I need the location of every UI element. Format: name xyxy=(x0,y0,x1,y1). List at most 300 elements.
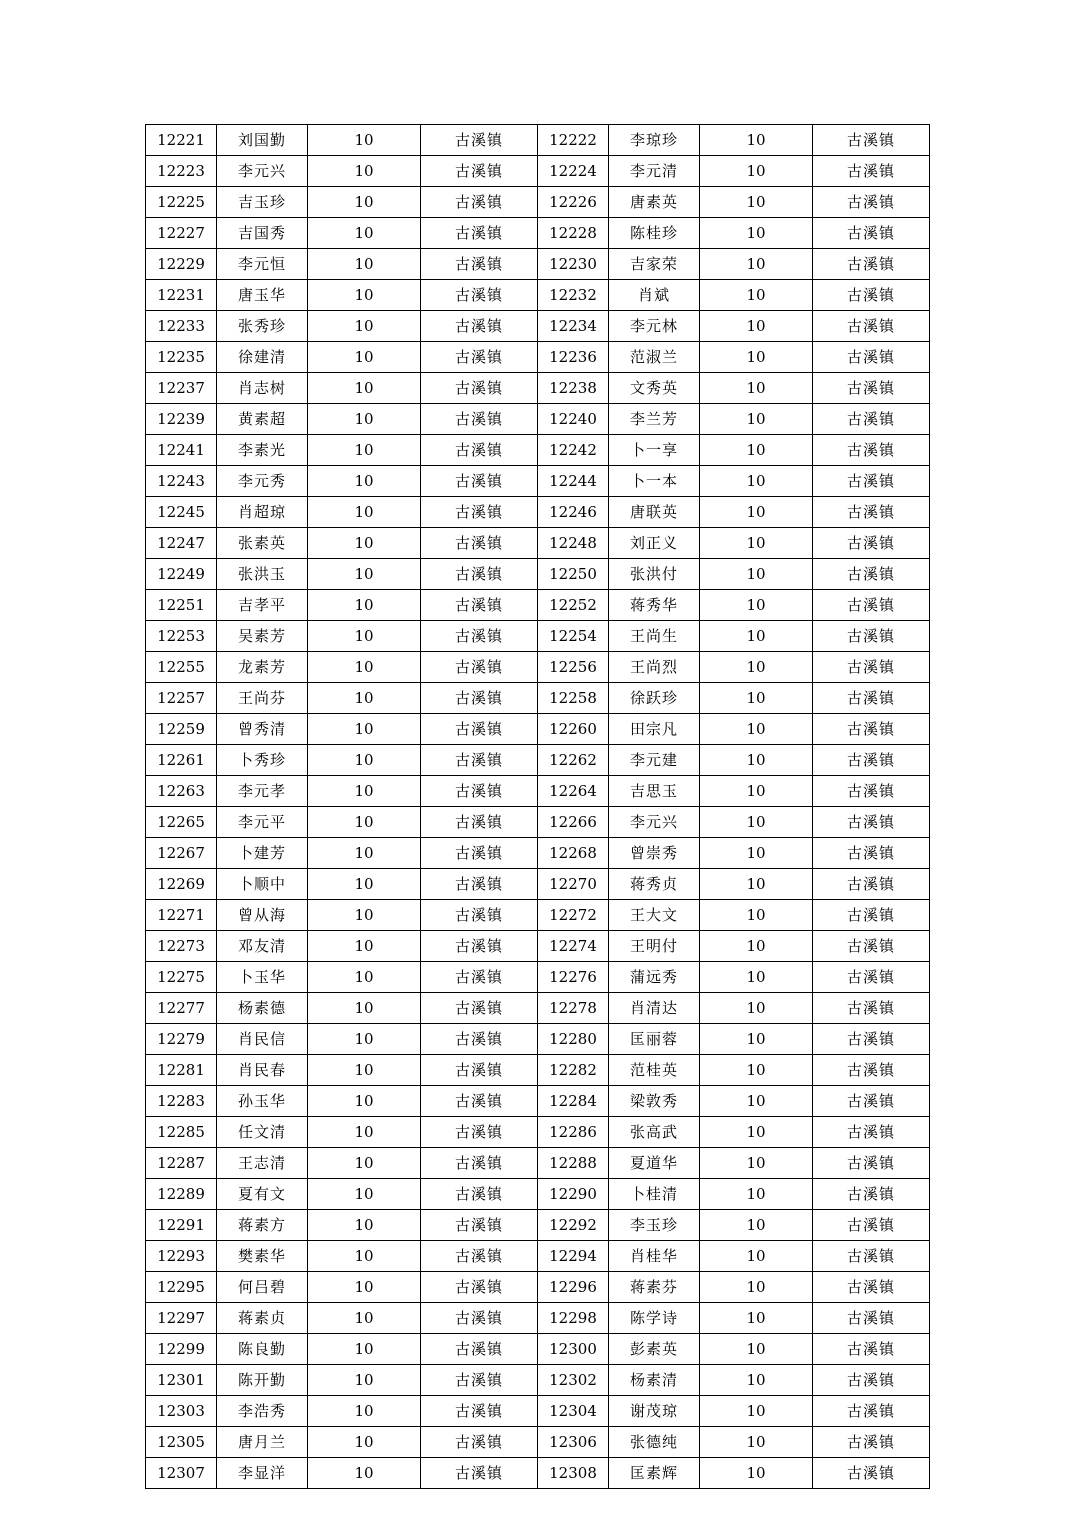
cell-name: 李元秀 xyxy=(217,466,308,497)
cell-town: 古溪镇 xyxy=(421,528,538,559)
cell-town: 古溪镇 xyxy=(813,1117,930,1148)
cell-town: 古溪镇 xyxy=(813,714,930,745)
cell-name: 龙素芳 xyxy=(217,652,308,683)
cell-town: 古溪镇 xyxy=(813,218,930,249)
cell-name: 唐月兰 xyxy=(217,1427,308,1458)
table-row xyxy=(146,1334,930,1365)
cell-id: 12287 xyxy=(146,1148,217,1179)
cell-town: 古溪镇 xyxy=(421,1241,538,1272)
cell-name: 吴素芳 xyxy=(217,621,308,652)
cell-amount: 10 xyxy=(308,249,421,280)
cell-amount: 10 xyxy=(700,652,813,683)
cell-town: 古溪镇 xyxy=(813,1055,930,1086)
cell-name: 吉思玉 xyxy=(609,776,700,807)
table-row xyxy=(146,1427,930,1458)
cell-town: 古溪镇 xyxy=(421,373,538,404)
cell-name: 徐建清 xyxy=(217,342,308,373)
cell-amount: 10 xyxy=(308,1272,421,1303)
table-row xyxy=(146,280,930,311)
cell-amount: 10 xyxy=(700,311,813,342)
table-row xyxy=(146,993,930,1024)
cell-name: 肖民信 xyxy=(217,1024,308,1055)
cell-amount: 10 xyxy=(308,280,421,311)
cell-name: 田宗凡 xyxy=(609,714,700,745)
table-row xyxy=(146,156,930,187)
cell-town: 古溪镇 xyxy=(813,1148,930,1179)
cell-id: 12305 xyxy=(146,1427,217,1458)
cell-name: 吉玉珍 xyxy=(217,187,308,218)
cell-amount: 10 xyxy=(308,1365,421,1396)
cell-id: 12235 xyxy=(146,342,217,373)
cell-town: 古溪镇 xyxy=(421,125,538,156)
cell-id: 12228 xyxy=(538,218,609,249)
cell-id: 12233 xyxy=(146,311,217,342)
cell-town: 古溪镇 xyxy=(421,1427,538,1458)
cell-id: 12267 xyxy=(146,838,217,869)
cell-town: 古溪镇 xyxy=(421,1117,538,1148)
cell-amount: 10 xyxy=(700,1427,813,1458)
cell-name: 蒋秀华 xyxy=(609,590,700,621)
table-row xyxy=(146,1365,930,1396)
cell-name: 范淑兰 xyxy=(609,342,700,373)
cell-id: 12239 xyxy=(146,404,217,435)
cell-town: 古溪镇 xyxy=(421,590,538,621)
cell-amount: 10 xyxy=(308,404,421,435)
cell-id: 12281 xyxy=(146,1055,217,1086)
cell-id: 12264 xyxy=(538,776,609,807)
cell-amount: 10 xyxy=(308,1055,421,1086)
cell-name: 李兰芳 xyxy=(609,404,700,435)
cell-id: 12265 xyxy=(146,807,217,838)
table-row xyxy=(146,404,930,435)
table-row xyxy=(146,776,930,807)
cell-town: 古溪镇 xyxy=(813,466,930,497)
cell-amount: 10 xyxy=(700,869,813,900)
roster-table-body xyxy=(146,125,930,1489)
cell-town: 古溪镇 xyxy=(813,435,930,466)
cell-name: 蒋素贞 xyxy=(217,1303,308,1334)
cell-id: 12248 xyxy=(538,528,609,559)
cell-amount: 10 xyxy=(308,807,421,838)
cell-amount: 10 xyxy=(308,311,421,342)
cell-id: 12292 xyxy=(538,1210,609,1241)
cell-name: 陈良勤 xyxy=(217,1334,308,1365)
table-row xyxy=(146,373,930,404)
cell-amount: 10 xyxy=(700,1055,813,1086)
cell-name: 肖桂华 xyxy=(609,1241,700,1272)
cell-name: 李素光 xyxy=(217,435,308,466)
cell-id: 12308 xyxy=(538,1458,609,1489)
cell-amount: 10 xyxy=(700,1117,813,1148)
cell-id: 12236 xyxy=(538,342,609,373)
table-row xyxy=(146,249,930,280)
cell-amount: 10 xyxy=(308,1117,421,1148)
cell-town: 古溪镇 xyxy=(813,962,930,993)
cell-town: 古溪镇 xyxy=(421,466,538,497)
table-row xyxy=(146,1179,930,1210)
cell-town: 古溪镇 xyxy=(421,745,538,776)
cell-amount: 10 xyxy=(308,1396,421,1427)
cell-town: 古溪镇 xyxy=(421,869,538,900)
cell-amount: 10 xyxy=(308,621,421,652)
cell-name: 唐玉华 xyxy=(217,280,308,311)
cell-id: 12238 xyxy=(538,373,609,404)
cell-amount: 10 xyxy=(308,993,421,1024)
cell-id: 12232 xyxy=(538,280,609,311)
cell-name: 刘国勤 xyxy=(217,125,308,156)
cell-name: 范桂英 xyxy=(609,1055,700,1086)
cell-name: 杨素清 xyxy=(609,1365,700,1396)
cell-name: 梁敦秀 xyxy=(609,1086,700,1117)
cell-id: 12250 xyxy=(538,559,609,590)
cell-amount: 10 xyxy=(700,435,813,466)
cell-amount: 10 xyxy=(308,435,421,466)
cell-amount: 10 xyxy=(308,900,421,931)
cell-town: 古溪镇 xyxy=(813,807,930,838)
cell-town: 古溪镇 xyxy=(421,1086,538,1117)
cell-amount: 10 xyxy=(308,342,421,373)
cell-id: 12300 xyxy=(538,1334,609,1365)
cell-name: 卜秀珍 xyxy=(217,745,308,776)
table-row xyxy=(146,1148,930,1179)
cell-town: 古溪镇 xyxy=(813,342,930,373)
cell-town: 古溪镇 xyxy=(813,776,930,807)
cell-name: 王尚生 xyxy=(609,621,700,652)
cell-amount: 10 xyxy=(308,714,421,745)
cell-amount: 10 xyxy=(308,1303,421,1334)
cell-town: 古溪镇 xyxy=(813,1210,930,1241)
cell-id: 12249 xyxy=(146,559,217,590)
cell-id: 12306 xyxy=(538,1427,609,1458)
cell-name: 陈开勤 xyxy=(217,1365,308,1396)
cell-name: 吉孝平 xyxy=(217,590,308,621)
cell-amount: 10 xyxy=(700,714,813,745)
cell-id: 12229 xyxy=(146,249,217,280)
cell-name: 唐素英 xyxy=(609,187,700,218)
cell-town: 古溪镇 xyxy=(813,156,930,187)
cell-town: 古溪镇 xyxy=(813,1086,930,1117)
cell-town: 古溪镇 xyxy=(813,1458,930,1489)
table-row xyxy=(146,311,930,342)
cell-amount: 10 xyxy=(700,1396,813,1427)
cell-town: 古溪镇 xyxy=(813,187,930,218)
cell-id: 12259 xyxy=(146,714,217,745)
cell-amount: 10 xyxy=(308,1427,421,1458)
cell-amount: 10 xyxy=(700,1303,813,1334)
cell-amount: 10 xyxy=(700,900,813,931)
cell-amount: 10 xyxy=(308,683,421,714)
cell-id: 12244 xyxy=(538,466,609,497)
cell-id: 12279 xyxy=(146,1024,217,1055)
cell-amount: 10 xyxy=(700,1272,813,1303)
cell-town: 古溪镇 xyxy=(421,652,538,683)
cell-id: 12247 xyxy=(146,528,217,559)
cell-amount: 10 xyxy=(700,807,813,838)
cell-name: 张素英 xyxy=(217,528,308,559)
cell-town: 古溪镇 xyxy=(813,528,930,559)
cell-amount: 10 xyxy=(700,931,813,962)
cell-town: 古溪镇 xyxy=(813,652,930,683)
cell-id: 12227 xyxy=(146,218,217,249)
cell-name: 李元清 xyxy=(609,156,700,187)
cell-id: 12298 xyxy=(538,1303,609,1334)
cell-amount: 10 xyxy=(700,1086,813,1117)
cell-name: 何吕碧 xyxy=(217,1272,308,1303)
cell-amount: 10 xyxy=(308,590,421,621)
cell-town: 古溪镇 xyxy=(813,497,930,528)
cell-name: 夏道华 xyxy=(609,1148,700,1179)
cell-town: 古溪镇 xyxy=(421,993,538,1024)
cell-town: 古溪镇 xyxy=(813,1396,930,1427)
cell-id: 12245 xyxy=(146,497,217,528)
beneficiary-roster-table xyxy=(145,124,930,1489)
cell-name: 曾崇秀 xyxy=(609,838,700,869)
cell-town: 古溪镇 xyxy=(421,1365,538,1396)
cell-name: 任文清 xyxy=(217,1117,308,1148)
cell-town: 古溪镇 xyxy=(421,497,538,528)
cell-town: 古溪镇 xyxy=(813,900,930,931)
table-row xyxy=(146,218,930,249)
table-row xyxy=(146,1396,930,1427)
cell-name: 王志清 xyxy=(217,1148,308,1179)
cell-name: 李元平 xyxy=(217,807,308,838)
table-row xyxy=(146,342,930,373)
cell-id: 12270 xyxy=(538,869,609,900)
cell-amount: 10 xyxy=(700,528,813,559)
table-row xyxy=(146,714,930,745)
cell-id: 12222 xyxy=(538,125,609,156)
cell-id: 12304 xyxy=(538,1396,609,1427)
cell-amount: 10 xyxy=(700,1024,813,1055)
cell-id: 12288 xyxy=(538,1148,609,1179)
cell-town: 古溪镇 xyxy=(421,249,538,280)
cell-id: 12280 xyxy=(538,1024,609,1055)
cell-name: 肖超琼 xyxy=(217,497,308,528)
cell-name: 张洪玉 xyxy=(217,559,308,590)
cell-town: 古溪镇 xyxy=(421,807,538,838)
cell-id: 12241 xyxy=(146,435,217,466)
table-row xyxy=(146,745,930,776)
cell-amount: 10 xyxy=(308,1241,421,1272)
cell-town: 古溪镇 xyxy=(813,745,930,776)
cell-id: 12277 xyxy=(146,993,217,1024)
cell-town: 古溪镇 xyxy=(421,1396,538,1427)
cell-amount: 10 xyxy=(308,187,421,218)
table-row xyxy=(146,1241,930,1272)
cell-name: 邓友清 xyxy=(217,931,308,962)
cell-name: 肖志树 xyxy=(217,373,308,404)
cell-town: 古溪镇 xyxy=(813,869,930,900)
table-row xyxy=(146,869,930,900)
cell-town: 古溪镇 xyxy=(813,311,930,342)
cell-name: 卜玉华 xyxy=(217,962,308,993)
cell-town: 古溪镇 xyxy=(421,776,538,807)
cell-name: 蒋素芬 xyxy=(609,1272,700,1303)
cell-amount: 10 xyxy=(700,1365,813,1396)
cell-id: 12273 xyxy=(146,931,217,962)
cell-id: 12242 xyxy=(538,435,609,466)
cell-town: 古溪镇 xyxy=(421,838,538,869)
cell-amount: 10 xyxy=(700,497,813,528)
cell-town: 古溪镇 xyxy=(421,156,538,187)
cell-id: 12274 xyxy=(538,931,609,962)
cell-name: 李浩秀 xyxy=(217,1396,308,1427)
cell-id: 12266 xyxy=(538,807,609,838)
cell-amount: 10 xyxy=(700,1458,813,1489)
cell-amount: 10 xyxy=(700,156,813,187)
cell-amount: 10 xyxy=(700,1334,813,1365)
table-row xyxy=(146,497,930,528)
cell-town: 古溪镇 xyxy=(421,311,538,342)
cell-town: 古溪镇 xyxy=(421,962,538,993)
cell-town: 古溪镇 xyxy=(813,590,930,621)
cell-town: 古溪镇 xyxy=(421,900,538,931)
cell-amount: 10 xyxy=(308,1334,421,1365)
cell-town: 古溪镇 xyxy=(421,187,538,218)
table-row xyxy=(146,1303,930,1334)
cell-name: 曾从海 xyxy=(217,900,308,931)
cell-amount: 10 xyxy=(308,1024,421,1055)
cell-amount: 10 xyxy=(700,1148,813,1179)
cell-town: 古溪镇 xyxy=(813,1272,930,1303)
cell-amount: 10 xyxy=(308,1148,421,1179)
cell-name: 李元林 xyxy=(609,311,700,342)
cell-id: 12268 xyxy=(538,838,609,869)
cell-town: 古溪镇 xyxy=(813,559,930,590)
cell-name: 李元孝 xyxy=(217,776,308,807)
cell-amount: 10 xyxy=(700,404,813,435)
table-row xyxy=(146,1117,930,1148)
cell-id: 12290 xyxy=(538,1179,609,1210)
cell-amount: 10 xyxy=(700,590,813,621)
table-row xyxy=(146,187,930,218)
cell-town: 古溪镇 xyxy=(421,1179,538,1210)
table-row xyxy=(146,931,930,962)
cell-name: 陈学诗 xyxy=(609,1303,700,1334)
cell-name: 孙玉华 xyxy=(217,1086,308,1117)
table-row xyxy=(146,1086,930,1117)
cell-town: 古溪镇 xyxy=(421,931,538,962)
cell-name: 匡丽蓉 xyxy=(609,1024,700,1055)
cell-id: 12293 xyxy=(146,1241,217,1272)
table-row xyxy=(146,1024,930,1055)
cell-id: 12256 xyxy=(538,652,609,683)
cell-amount: 10 xyxy=(700,683,813,714)
cell-id: 12286 xyxy=(538,1117,609,1148)
cell-name: 卜建芳 xyxy=(217,838,308,869)
cell-amount: 10 xyxy=(700,993,813,1024)
cell-name: 王大文 xyxy=(609,900,700,931)
cell-amount: 10 xyxy=(700,621,813,652)
cell-id: 12255 xyxy=(146,652,217,683)
cell-id: 12230 xyxy=(538,249,609,280)
cell-name: 夏有文 xyxy=(217,1179,308,1210)
cell-amount: 10 xyxy=(308,373,421,404)
cell-name: 吉国秀 xyxy=(217,218,308,249)
cell-town: 古溪镇 xyxy=(813,1024,930,1055)
cell-town: 古溪镇 xyxy=(813,838,930,869)
cell-name: 卜桂清 xyxy=(609,1179,700,1210)
cell-name: 李元建 xyxy=(609,745,700,776)
cell-amount: 10 xyxy=(700,187,813,218)
cell-name: 徐跃珍 xyxy=(609,683,700,714)
cell-amount: 10 xyxy=(700,559,813,590)
table-row xyxy=(146,559,930,590)
cell-amount: 10 xyxy=(308,528,421,559)
cell-town: 古溪镇 xyxy=(813,683,930,714)
cell-town: 古溪镇 xyxy=(813,404,930,435)
cell-id: 12307 xyxy=(146,1458,217,1489)
cell-amount: 10 xyxy=(308,745,421,776)
cell-amount: 10 xyxy=(308,869,421,900)
cell-name: 李琼珍 xyxy=(609,125,700,156)
table-row xyxy=(146,900,930,931)
cell-town: 古溪镇 xyxy=(813,125,930,156)
cell-amount: 10 xyxy=(308,1179,421,1210)
cell-id: 12302 xyxy=(538,1365,609,1396)
cell-name: 匡素辉 xyxy=(609,1458,700,1489)
cell-town: 古溪镇 xyxy=(421,1303,538,1334)
cell-name: 卜一本 xyxy=(609,466,700,497)
cell-town: 古溪镇 xyxy=(421,1272,538,1303)
cell-id: 12221 xyxy=(146,125,217,156)
cell-amount: 10 xyxy=(700,745,813,776)
table-row xyxy=(146,435,930,466)
cell-amount: 10 xyxy=(308,497,421,528)
cell-name: 谢茂琼 xyxy=(609,1396,700,1427)
cell-name: 樊素华 xyxy=(217,1241,308,1272)
cell-id: 12261 xyxy=(146,745,217,776)
cell-town: 古溪镇 xyxy=(421,1210,538,1241)
cell-town: 古溪镇 xyxy=(813,1427,930,1458)
cell-amount: 10 xyxy=(308,931,421,962)
cell-amount: 10 xyxy=(700,776,813,807)
cell-amount: 10 xyxy=(308,838,421,869)
cell-id: 12226 xyxy=(538,187,609,218)
cell-name: 张高武 xyxy=(609,1117,700,1148)
table-row xyxy=(146,125,930,156)
cell-id: 12295 xyxy=(146,1272,217,1303)
cell-id: 12282 xyxy=(538,1055,609,1086)
cell-id: 12253 xyxy=(146,621,217,652)
cell-town: 古溪镇 xyxy=(813,621,930,652)
cell-town: 古溪镇 xyxy=(421,280,538,311)
cell-name: 黄素超 xyxy=(217,404,308,435)
cell-amount: 10 xyxy=(700,373,813,404)
cell-amount: 10 xyxy=(308,218,421,249)
table-row xyxy=(146,1272,930,1303)
cell-id: 12303 xyxy=(146,1396,217,1427)
cell-name: 卜一享 xyxy=(609,435,700,466)
cell-amount: 10 xyxy=(700,1210,813,1241)
cell-amount: 10 xyxy=(308,156,421,187)
cell-id: 12252 xyxy=(538,590,609,621)
cell-name: 肖斌 xyxy=(609,280,700,311)
cell-name: 王明付 xyxy=(609,931,700,962)
cell-name: 李玉珍 xyxy=(609,1210,700,1241)
cell-id: 12231 xyxy=(146,280,217,311)
cell-town: 古溪镇 xyxy=(813,931,930,962)
cell-town: 古溪镇 xyxy=(813,280,930,311)
cell-id: 12237 xyxy=(146,373,217,404)
cell-id: 12271 xyxy=(146,900,217,931)
cell-id: 12257 xyxy=(146,683,217,714)
cell-amount: 10 xyxy=(700,218,813,249)
cell-id: 12224 xyxy=(538,156,609,187)
cell-amount: 10 xyxy=(700,1241,813,1272)
cell-id: 12246 xyxy=(538,497,609,528)
cell-amount: 10 xyxy=(308,466,421,497)
